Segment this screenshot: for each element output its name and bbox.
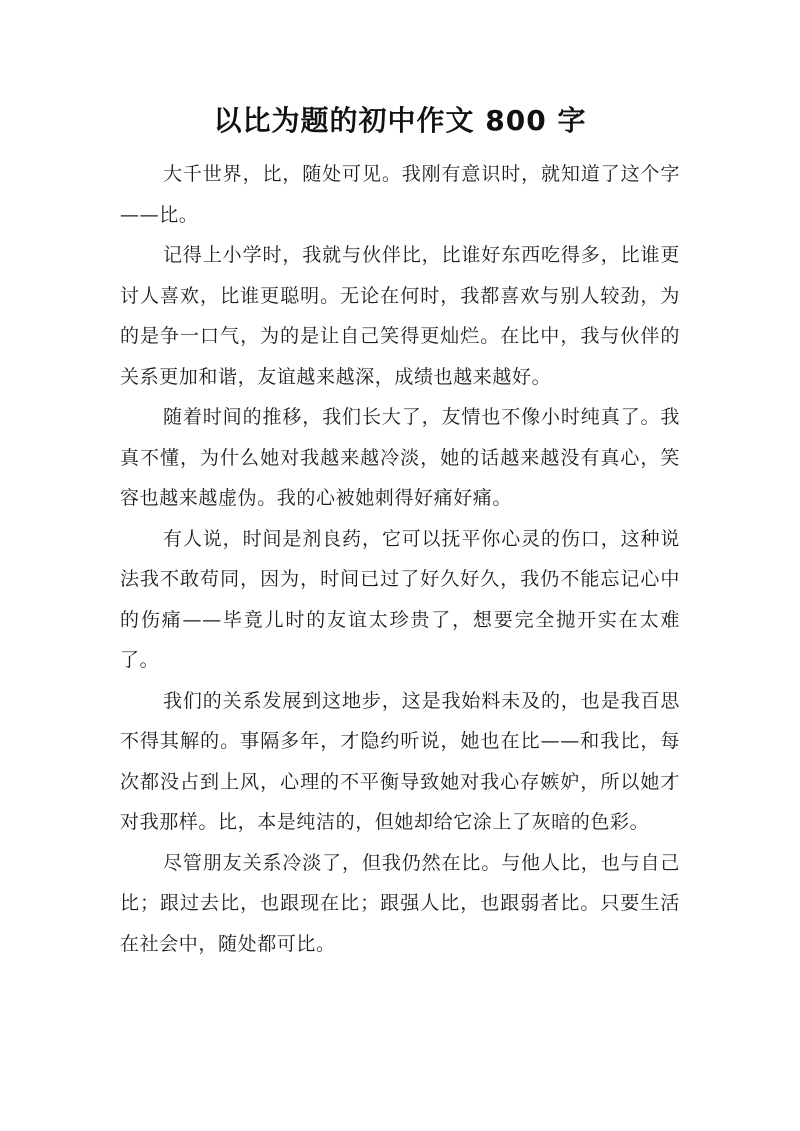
paragraph-6: 尽管朋友关系冷淡了，但我仍然在比。与他人比，也与自己比；跟过去比，也跟现在比；跟强人比，也跟弱者比。只要生活在社会中，随处都可比。	[120, 851, 680, 955]
document-title: 以比为题的初中作文 800 字	[213, 104, 587, 137]
paragraph-3: 随着时间的推移，我们长大了，友情也不像小时纯真了。我真不懂，为什么她对我越来越冷淡，她的话越来越没有真心，笑容也越来越虚伪。我的心被她刺得好痛好痛。	[120, 406, 680, 509]
paragraph-5: 我们的关系发展到这地步，这是我始料未及的，也是我百思不得其解的。事隔多年，才隐约听说，她也在比——和我比，每次都没占到上风，心理的不平衡导致她对我心存嫉妒，所以她才对我那样。比，本是纯洁的，但她却给它涂上了灰暗的色彩。	[120, 689, 680, 833]
paragraph-4: 有人说，时间是剂良药，它可以抚平你心灵的伤口，这种说法我不敢苟同，因为，时间已过了好久好久，我仍不能忘记心中的伤痛——毕竟儿时的友谊太珍贵了，想要完全抛开实在太难了。	[120, 527, 680, 671]
paragraph-1: 大千世界，比，随处可见。我刚有意识时，就知道了这个字——比。	[120, 163, 680, 226]
document-body	[120, 154, 680, 964]
paragraph-2: 记得上小学时，我就与伙伴比，比谁好东西吃得多，比谁更讨人喜欢，比谁更聪明。无论在何时，我都喜欢与别人较劲，为的是争一口气，为的是让自己笑得更灿烂。在比中，我与伙伴的关系更加和谐，友谊越来越深，成绩也越来越好。	[120, 244, 680, 388]
